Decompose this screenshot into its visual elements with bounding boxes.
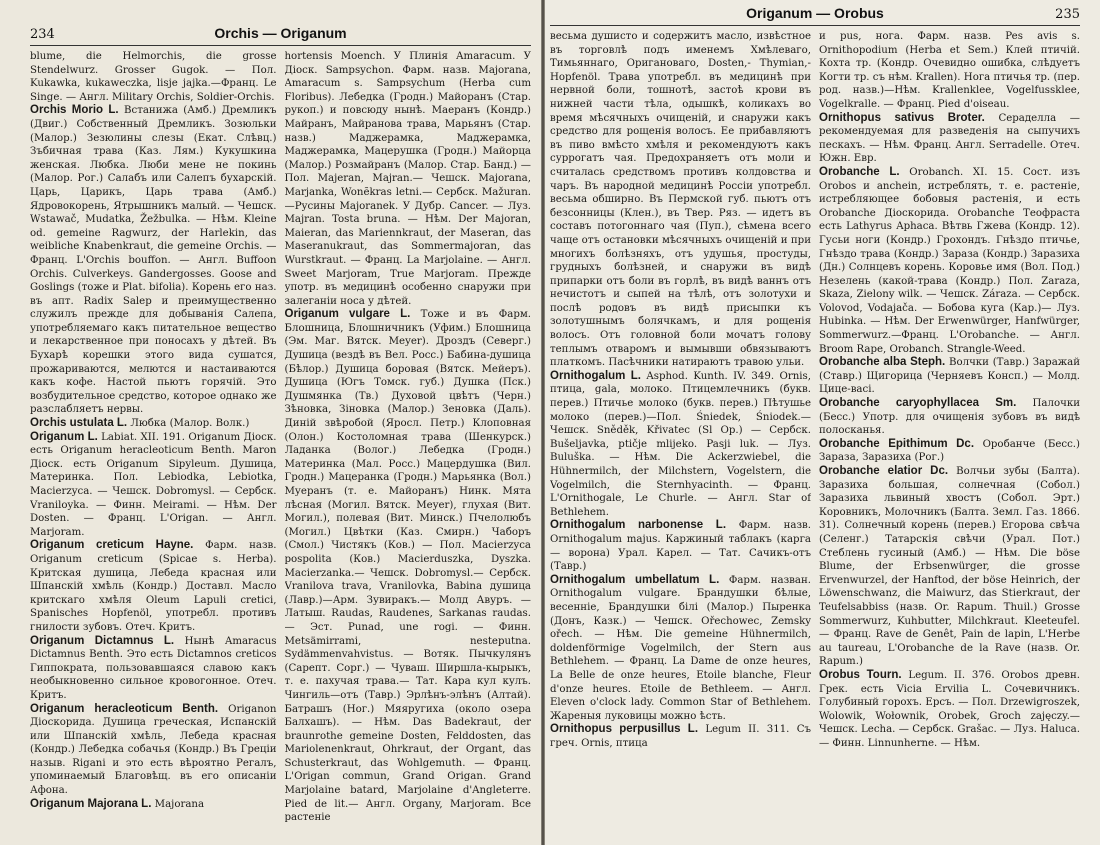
entry-text: Любка (Малор. Волк.) (130, 418, 250, 430)
dictionary-entry (819, 112, 1080, 166)
entry-text: Labiat. XII. 191. Origanum Діоск. есть Origanum heracleoticum Benth. Maron Діоск. есть Origanum Sipyleum. Душица, Материнка. Пол. Lebiodka, Lebiotka, Macierzyca. — Чешск. Dobromysl. — Сербск. Vraniloyka. — Финн. Meirami. — Нѣм. Der Dosten. — Франц. L'Origan. — Англ. Marjoram. (30, 431, 277, 538)
dictionary-entry (550, 30, 811, 370)
dictionary-entry (819, 397, 1080, 438)
dictionary-entry (550, 723, 811, 750)
right-column-1 (550, 30, 811, 830)
entry-headword: Origanum vulgare L. (284, 308, 411, 321)
entry-text: Фарм. назван. Ornithogalum vulgare. Брандушки бѣлые, весенніе, Брандушки білі (Малор.) Пыренка (Донъ, Казк.) — Чешск. Ořechowec, Zemsky ořech. — Нѣм. Die gemeine Hühnermilch, doldenförmige Vogelmilch, der Stern aus Bethlehem. — Франц. La Dame de onze heures, La Belle de onze heures, Etoile blanche, Fleur d'onze heures. Etoile de Bethleem. — Англ. Eleven o'clock lady. Common Star of Bethlehem. Жареныя луковицы можно ѣсть. (550, 574, 811, 722)
dictionary-entry (819, 438, 1080, 465)
entry-text: Нынѣ Amaracus Dictamnus Benth. Это есть Dictamnos creticos Гиппократа, пользовавшаяся славою какъ необыкновенно сильное кровогонное. Отеч. Критъ. (30, 635, 277, 701)
entry-text: Фарм. назв. Origanum creticum (Spicae s. Herba). Критская душица, Лебеда красная или Шпанскій хмѣль (Кондр.) Доставл. Масло критскаго хмѣля Oleum Lapuli cretici, Spanisches Hopfenöl, употребл. противъ гнилости зубовъ. Отеч. Критъ. (30, 540, 277, 633)
entry-text: весьма душисто и содержитъ масло, извѣстное въ торговлѣ подъ именемъ Хмѣлеваго, Тимьяннаго, Оригановаго, Dosten,- Thymian,- Hopfenöl. Трава употребл. въ медицинѣ при нервной боли, тошнотѣ, застоѣ крови въ нижней части тѣла, одышкѣ, коликахъ во время мѣсячныхъ очищеній, и снаружи какъ средство для рощенія волосъ. Ее прибавляютъ въ пиво вмѣсто хмѣля и рекомендуютъ какъ суррогатъ чая. Предохраняетъ отъ моли и считалась средствомъ противъ колдовства и чаръ. Въ народной медицинѣ Россіи употребл. весьма обширно. Въ Пермской губ. пьютъ отъ безсонницы (Клен.), въ Твер. Ряз. — идетъ въ составъ потогоннаго чая (Пуп.), сѣмена всего чаще отъ остановки мѣсячныхъ очищеній и при многихъ болѣзняхъ, отъ удушья, простуды, грудныхъ болѣзней, и снаружи въ видѣ припарки отъ боли въ горлѣ, въ видѣ ваннъ отъ нечистотъ и сыпей на тѣлѣ, отъ золотухи и послѣ родовъ въ видѣ присыпки къ золотушнымъ болячкамъ, и для рощенія волосъ. Отъ головной боли мочатъ голову теплымъ отваромъ и вымывши обвязываютъ платкомъ. Пасѣчники натираютъ травою ульи. (550, 31, 811, 369)
entry-headword: Ornithogalum umbellatum L. (550, 573, 720, 586)
entry-text: Asphod. Kunth. IV. 349. Ornis, птица, gala, молоко. Птицемлечникъ (букв. перев.) Птичье молоко (букв. перев.) Пѣтушье молоко (перев.)—Пол. Śniedek, Śniodek.— Чешск. Sněděk, Křivatec (Sl Op.) — Сербск. Bušeljavka, ptičje mlijeko. Pasji luk. — Луз. Buluška. — Нѣм. Die Ackerzwiebel, die Hühnermilch, der Milchstern, Vogelstern, die Vogelmilch, die Sternhyacinth. — Франц. L'Ornithogale, Le Churle. — Англ. Star of Bethlehem. (550, 370, 811, 518)
entry-text: Волчки (Тавр.) Заражай (Ставр.) Щигорица (Черняевъ Консп.) — Молд. Цице-васі. (819, 357, 1080, 396)
dictionary-entry (30, 417, 277, 431)
running-title-right: Origanum — Orobus (746, 5, 884, 21)
entry-text: Orobanch. XI. 15. Сост. изъ Orobos и anchein, истреблять, т. е. растеніе, истребляющее бобовыя растенія, и есть Orobanche Діоскорида. Orobanche Теофраста есть Lathyrus Aphaca. Вѣтвь Гжева (Кондр. 12). Гусьи ноги (Кондр.) Грохондъ. Гнѣздо птичье, Гнѣздо трава (Кондр.) Зараза (Кондр.) Заразиха (Дн.) Солнцевъ корень. Коровье имя (Вол. Под.) Незелень (какой-трава (Кондр.) Пол. Zaraza, Skaza, Zielony wilk. — Чешск. Záraza. — Сербск. Volovod, Vodajača. — Бобова куга (Кар.)— Луз. Hubinka. — Нѣм. Der Erwenwürger, Hanfwürger, Sommerwurz.—Франц. L'Orobanche. — Англ. Broom Rape, Orobanch. Strangle-Weed. (819, 166, 1080, 355)
left-page (0, 0, 541, 845)
dictionary-entry (30, 104, 277, 417)
entry-headword: Origanum Dictamnus L. (30, 634, 175, 647)
dictionary-entry (819, 30, 1080, 112)
left-column-1 (30, 50, 277, 845)
page-number-left: 234 (30, 27, 55, 42)
entry-headword: Orobanche L. (819, 165, 900, 178)
dictionary-entry (30, 50, 277, 104)
right-page (545, 0, 1100, 845)
entry-text: Встанижа (Амб.) Дремликъ (Двиг.) Собственный Дремликъ. Зозюльки (Малор.) Зезюлины слезы (Екат. Слѣвц.) Зъбичная трава (Каз. Лям.) Кукушкина женская. Любка. Люби мене не покинь (Малор. Рог.) Салабъ или Салепъ бухарскій. Царь, Царикъ, Царь трава (Амб.) Ядровокорень, Ятрышникъ малый. — Чешск. Wstawač, Mudatka, Žežbulka. — Нѣм. Kleine od. gemeine Ragwurz, der Harlekin, das weibliche Knabenkraut, die gemeine Orchis. — Франц. L'Orchis bouffon. — Англ. Buffoon Orchis. Culverkeys. Gandergosses. Goose and Goslings (тоже и Plat. bifolia). Корень его наз. въ апт. Radix Salep и преимущественно служилъ прежде для добыванія Салепа, употребляемаго какъ питательное вещество и лекарственное при поносахъ у дѣтей. Въ Бухарѣ корешки этого вида сушатся, прожариваются, мелются и настаиваются какъ кофе. Настой пьютъ горячій. Это возбудительное средство, которое однако же разслабляетъ нервы. (30, 105, 277, 416)
entry-headword: Orobanche alba Steph. (819, 356, 946, 369)
entry-text: Majorana (154, 798, 205, 810)
entry-headword: Ornithogalum L. (550, 369, 641, 382)
dictionary-entry (819, 465, 1080, 669)
left-page-header (30, 25, 531, 46)
entry-text: Origanon Діоскорида. Душица греческая, Испанскій или Шпанскій хмѣль, Лебеда красная (Кондр.) Лебедка собачья (Кондр.) Въ Греціи назыв. Rigani и это есть вѣроятно Регалъ, упоминаемый Благовѣщ. въ его описаніи Афона. (30, 703, 277, 797)
dictionary-entry (819, 356, 1080, 397)
entry-text: Legum. II. 376. Orobos древн. Грек. есть Vicia Ervilia L. Сочевичникъ. Голубиный горохъ. Ерсъ. — Пол. Drzewigroszek, Wolowik, Wołownik, Orobek, Groch zajęczy.— Чешск. Lecha. — Сербск. Grašac. — Луз. Haluca. — Финн. Linnunherne. — Нѣм. (819, 669, 1080, 749)
dictionary-entry (819, 166, 1080, 356)
entry-headword: Orobus Tourn. (819, 668, 902, 681)
dictionary-entry (30, 539, 277, 634)
running-title-left: Orchis — Origanum (214, 25, 347, 41)
right-column-2 (819, 30, 1080, 830)
entry-text: Сераделла — рекомендуемая для разведенія на сыпучихъ пескахъ. — Нѣм. Франц. Англ. Serradelle. Отеч. Южн. Евр. (819, 112, 1080, 165)
dictionary-entry (285, 50, 532, 308)
entry-headword: Origanum creticum Hayne. (30, 539, 194, 552)
entry-headword: Orchis ustulata L. (30, 417, 128, 430)
entry-text: Фарм. назв. Ornithogalum majus. Каржиный таблакъ (карга — ворона) Урал. Карел. — Тат. Сачикъ-отъ (Тавр.) (550, 520, 811, 573)
entry-text: и pus, нога. Фарм. назв. Pes avis s. Ornithopodium (Herba et Sem.) Клей птичій. Кохта тр. (Кондр. Очевидно ошибка, слѣдуетъ Когти тр. съ нѣм. Krallen). Нога птичья тр. (пер. род. назв.)—Нѣм. Krallenklee, Vogelfussklee, Vogelkralle. — Франц. Pied d'oiseau. (819, 31, 1080, 110)
dictionary-entry (550, 519, 811, 573)
dictionary-entry (819, 669, 1080, 751)
entry-text: Палочки (Бесс.) Употр. для очищенія зубовъ въ видѣ полосканья. (819, 398, 1080, 437)
dictionary-entry (30, 431, 277, 540)
entry-text: hortensis Moench. У Плинія Amaracum. У Діоск. Sampsychon. Фарм. назв. Majorana, Amaracum s. Sampsychum (Herba cum Floribus). Лебедка (Гродн.) Майоранъ (Стар. рукоп.) и повсюду нынѣ. Маеранъ (Кондр.) Майранъ, Майранова трава, Марьянъ (Стар. назв.) Маджерамка, Маджерамка, Маджерамка, Мацерушка (Гродн.) Майорца (Малор.) Розмайранъ (Малор. Стар. Банд.) — Пол. Majeran, Majran.— Чешск. Majorana, Marjanka, Wonẽkras letni.— Сербск. Mažuran.—Русины Majoranek. У Дубр. Cancer. — Луз. Majran. Tosta bruna. — Нѣм. Der Majoran, Maieran, das Mariennkraut, der Maseran, das Maseranukraut, das Sommermajoran, das Wurstkraut. — Франц. La Marjolaine. — Англ. Sweet Marjoram, True Marjoram. Прежде употр. въ медицинѣ особенно снаружи при залеганіи носа у дѣтей. (284, 51, 531, 307)
dictionary-entry (550, 370, 811, 520)
left-page-columns (30, 50, 531, 845)
entry-headword: Ornithopus perpusillus L. (550, 723, 699, 736)
entry-text: Legum II. 311. Съ греч. Ornis, птица (550, 724, 811, 749)
left-column-2 (285, 50, 532, 845)
entry-headword: Orobanche Epithimum Dc. (819, 437, 975, 450)
entry-text: Оробанче (Бесс.) Зараза, Заразиха (Рог.) (819, 438, 1080, 464)
entry-headword: Orobanche caryophyllacea Sm. (819, 397, 1017, 410)
dictionary-entry (550, 574, 811, 724)
entry-headword: Ornithogalum narbonense L. (550, 519, 727, 532)
page-number-right: 235 (1055, 7, 1080, 22)
entry-headword: Origanum L. (30, 430, 98, 443)
entry-headword: Orobanche elatior Dc. (819, 465, 949, 477)
dictionary-entry (285, 308, 532, 825)
entry-headword: Origanum Majorana L. (30, 797, 152, 810)
entry-text: Тоже и въ Фарм. Блошница, Блошничникъ (Уфим.) Блошница (Эм. Маг. Вятск. Meyer). Дроздъ (Северг.) Душица (вездѣ въ Вел. Росс.) Бабина-душица (Бѣлор.) Душица боровая (Вятск. Мейеръ). Душица (Югъ Томск. губ.) Душка (Пск.) Душмянка (Тв.) Духовой цвѣтъ (Черн.) Зѣновка, Зіновка (Малор.) Зеновка (Даль). Диній звѣробой (Яросл. Петр.) Клоповная (Олон.) Костоломная трава (Шенкурск.) Ладанка (Волог.) Лебедка (Гродн.) Материнка (Мал. Росс.) Мацердушка (Вил. Гродн.) Мацеранка (Гродн.) Марьянка (Вол.) Муеранъ (т. е. Майоранъ) Нинк. Мята лѣсная (Могил. Вятск. Meyer), глухая (Вит. Могил.), полевая (Вит. Минск.) Пчелолюбъ (Могил.) Цвѣтки (Каз. Смирн.) Чаборъ (Смол.) Чистякъ (Ков.) — Пол. Macierzyca pospolita (Ков.) Macierduszka, Dyszka. Macierzanka.— Чешск. Dobromysl.— Сербск. Vranilova trava, Vranilovka, Babina душица (Лавр.)—Арм. Зувиракъ.— Молд Авуръ. — Латыш. Raudas, Raudenes, Sarkanas raudas. — Эст. Punad, une rogi. — Финн. Metsämirrami, nesteputna. Sydämmenvahvistus. — Вотяк. Пычкулянъ (Сарепт. Сорг.) — Чуваш. Ширшла-кырыкъ, т. е. пахучая трава.— Тат. Кара кул кулъ. Чингиль—отъ (Тавр.) Эрлѣнъ-элѣнъ (Алтай). Батрашъ (Ног.) Мяяругиха (около озера Балхашъ). — Нѣм. Das Badekraut, der braunrothe gemeine Dosten, Felddosten, das Mariolenenkraut, Ohrkraut, der Organt, das Schusterkraut, das Wohlgemuth. — Франц. L'Origan commun, Grand Origan. Grand Marjolaine batard, Marjolaine d'Angleterre. Pied de lit.— Англ. Organy, Marjoram. Все растеніе (284, 309, 531, 824)
right-page-columns (550, 30, 1080, 830)
entry-text: blume, die Helmorchis, die grosse Stendelwurz. Grosser Gugok. — Пол. Kukawka, kukaweczka, lisje jajka.—Франц. Le Singe. — Англ. Military Orchis, Soldier-Orchis. (30, 51, 277, 103)
dictionary-entry (30, 635, 277, 703)
entry-headword: Origanum heracleoticum Benth. (30, 702, 219, 715)
right-page-header (550, 5, 1080, 26)
entry-headword: Ornithopus sativus Broter. (819, 111, 985, 124)
dictionary-entry (30, 798, 277, 812)
entry-headword: Orchis Morio L. (30, 104, 119, 117)
entry-text: Волчьи зубы (Балта). Заразиха большая, солнечная (Собол.) Заразиха львиный хвостъ (Собол. Эрт.) Коровникъ, Молочникъ (Балта. Земл. Газ. 1866. 31). Солнечный корень (перев.) Егорова свѣча (Селенг.) Татарскія свѣчи (Урал. Пот.) Стеблень гусиный (Амб.) — Нѣм. Die böse Blume, der Erbsenwürger, die grosse Ervenwurzel, der Hanftod, der böse Heinrich, der Löwenschwanz, die Maiwurz, das Stierkraut, der Teufelsabbiss (назв. Or. Rapum. Thuil.) Grosse Sommerwurz, Kuhbutter, Milchkraut. Kleeteufel. — Франц. Rave de Genêt, Pain de lapin, L'Herbe au taureau, L'Orobanche de la Rave (назв. Or. Rapum.) (819, 466, 1080, 668)
dictionary-entry (30, 703, 277, 798)
